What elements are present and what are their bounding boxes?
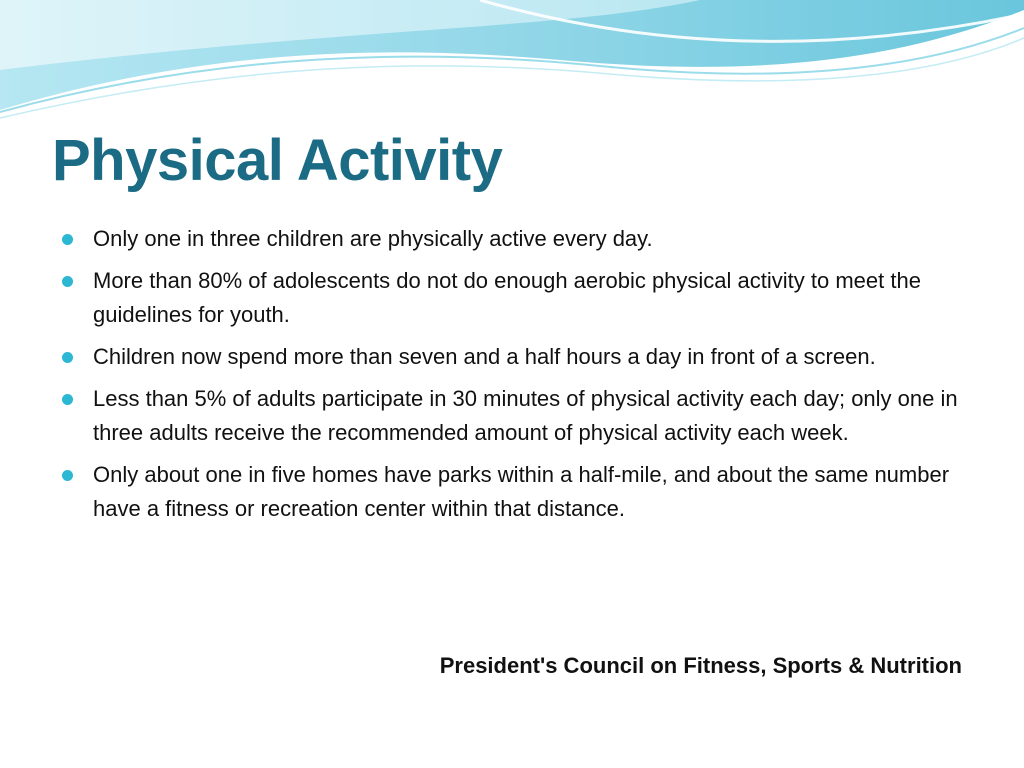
bullet-item [62,382,962,450]
bullet-text: More than 80% of adolescents do not do enough aerobic physical activity to meet the guidelines for youth. [93,268,921,327]
header-wave-decoration [0,0,1024,130]
source-citation: President's Council on Fitness, Sports & Nutrition [439,653,962,678]
bullet-icon [62,276,73,287]
bullet-item [62,264,962,332]
bullet-text: Only one in three children are physically active every day. [93,226,653,251]
bullet-item [62,222,962,256]
bullet-item [62,458,962,526]
bullet-icon [62,234,73,245]
bullet-icon [62,352,73,363]
bullet-list [62,222,962,534]
bullet-item [62,340,962,374]
bullet-text: Children now spend more than seven and a half hours a day in front of a screen. [93,344,876,369]
slide-title: Physical Activity [52,128,503,193]
bullet-icon [62,394,73,405]
bullet-text: Less than 5% of adults participate in 30 minutes of physical activity each day; only one in three adults receive the recommended amount of physical activity each week. [93,386,958,445]
bullet-text: Only about one in five homes have parks within a half-mile, and about the same number have a fitness or recreation center within that distance. [93,462,950,521]
bullet-icon [62,470,73,481]
